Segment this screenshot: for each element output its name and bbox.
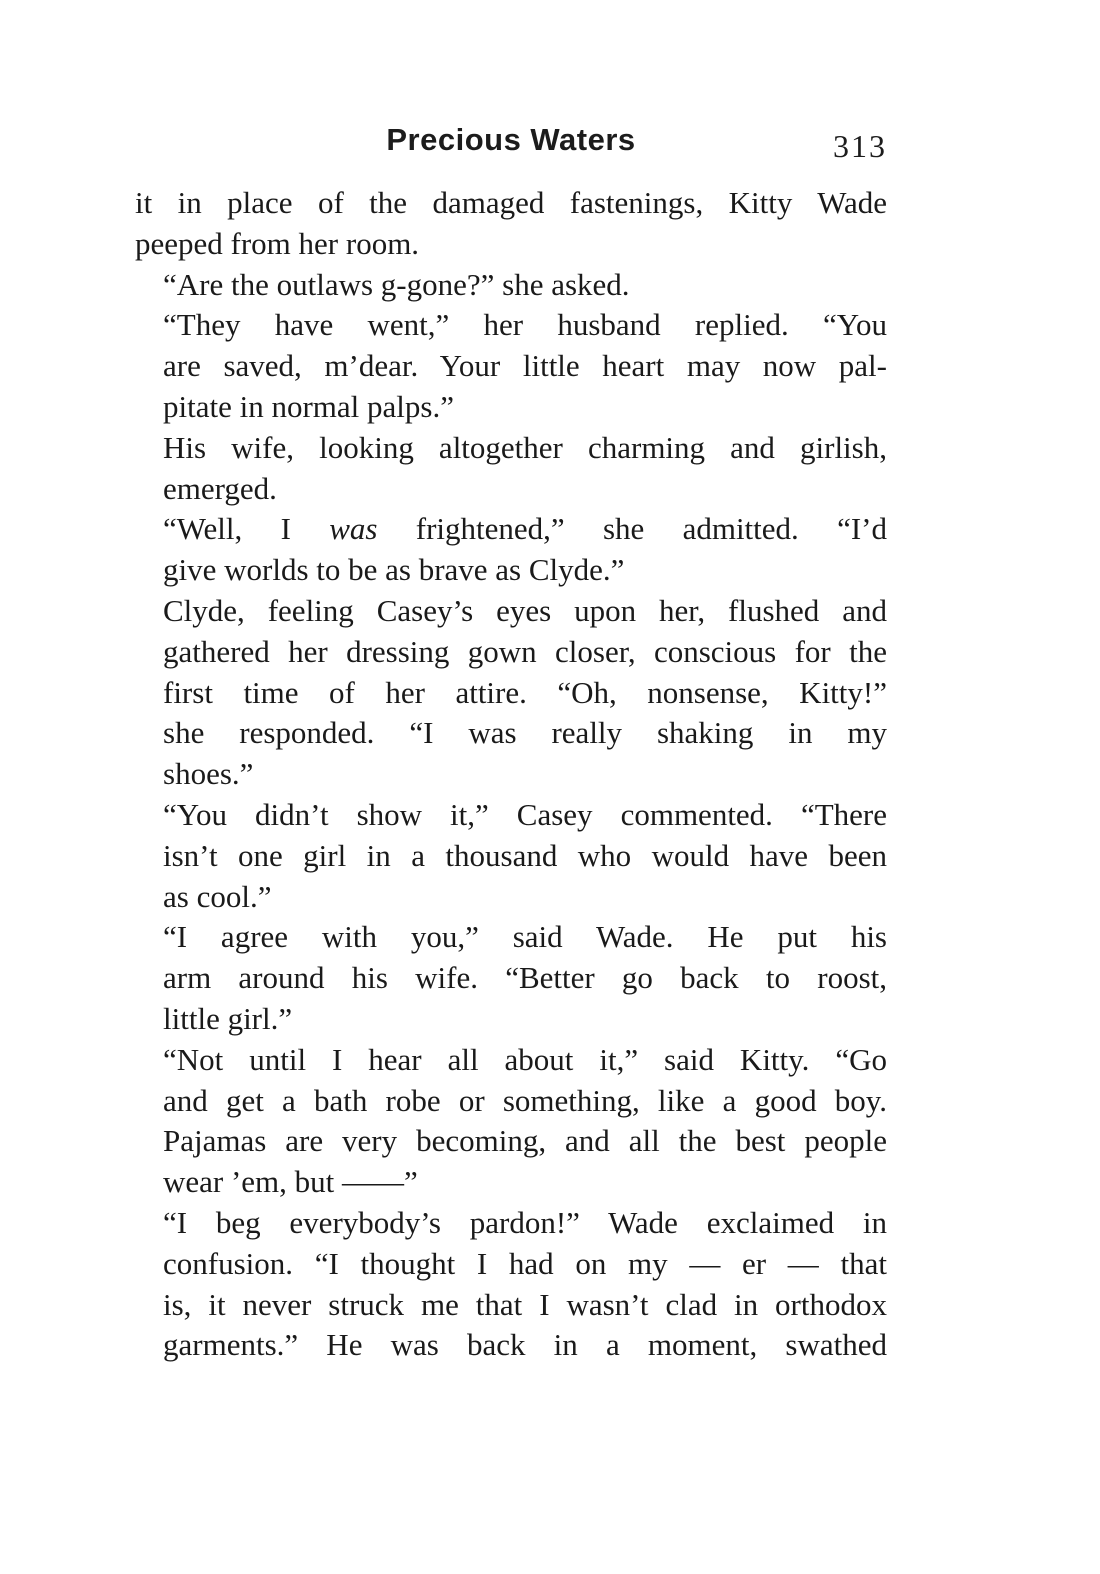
text-line: give worlds to be as brave as Clyde.” bbox=[163, 552, 625, 588]
paragraph bbox=[135, 591, 887, 795]
text-line: “Not until I hear all about it,” said Kitty. “Go bbox=[163, 1041, 887, 1077]
page-number: 313 bbox=[833, 128, 887, 164]
body-text bbox=[135, 183, 887, 1366]
paragraph bbox=[135, 1040, 887, 1203]
text-line: isn’t one girl in a thousand who would have been bbox=[163, 837, 887, 873]
text-line: she responded. “I was really shaking in my bbox=[163, 715, 887, 751]
running-head-title: Precious Waters bbox=[386, 122, 636, 157]
text-line: garments.” He was back in a moment, swathed bbox=[163, 1327, 887, 1363]
text-line: Pajamas are very becoming, and all the best people bbox=[163, 1123, 887, 1159]
text-line: peeped from her room. bbox=[135, 225, 420, 261]
text-line: Clyde, feeling Casey’s eyes upon her, flushed and bbox=[163, 592, 887, 628]
text-line: gathered her dressing gown closer, conscious for the bbox=[163, 633, 887, 669]
text-line: “Are the outlaws g-gone?” she asked. bbox=[163, 266, 630, 302]
text-line: “I agree with you,” said Wade. He put his bbox=[163, 919, 887, 955]
paragraph bbox=[135, 917, 887, 1039]
text-line: pitate in normal palps.” bbox=[163, 388, 454, 424]
paragraph bbox=[135, 428, 887, 510]
paragraph bbox=[135, 305, 887, 427]
paragraph bbox=[135, 795, 887, 917]
text-line-with-italic: “Well, I was frightened,” she admitted. “I’d bbox=[163, 511, 887, 547]
text-line: “I beg everybody’s pardon!” Wade exclaimed in bbox=[163, 1204, 887, 1240]
text-line: and get a bath robe or something, like a good boy. bbox=[163, 1082, 887, 1118]
text-line: as cool.” bbox=[163, 878, 272, 914]
text-line: wear ’em, but ——” bbox=[163, 1164, 418, 1200]
paragraph bbox=[135, 183, 887, 265]
text-line: are saved, m’dear. Your little heart may now pal- bbox=[163, 348, 887, 384]
paragraph bbox=[135, 1203, 887, 1366]
text-line: emerged. bbox=[163, 470, 277, 506]
text-line: little girl.” bbox=[163, 1000, 293, 1036]
paragraph bbox=[135, 265, 887, 306]
text-line: His wife, looking altogether charming and girlish, bbox=[163, 429, 887, 465]
text-line: “You didn’t show it,” Casey commented. “There bbox=[163, 796, 887, 832]
text-line: first time of her attire. “Oh, nonsense, Kitty!” bbox=[163, 674, 887, 710]
running-head bbox=[135, 122, 887, 166]
italic-emphasis: was bbox=[329, 511, 378, 547]
text-line: it in place of the damaged fastenings, Kitty Wade bbox=[135, 185, 887, 220]
text-line: “They have went,” her husband replied. “You bbox=[163, 307, 887, 343]
text-line: arm around his wife. “Better go back to roost, bbox=[163, 960, 887, 996]
text-line: confusion. “I thought I had on my — er — that bbox=[163, 1245, 887, 1281]
paragraph bbox=[135, 509, 887, 591]
text-line: shoes.” bbox=[163, 756, 254, 792]
text-line: is, it never struck me that I wasn’t clad in orthodox bbox=[163, 1286, 887, 1322]
